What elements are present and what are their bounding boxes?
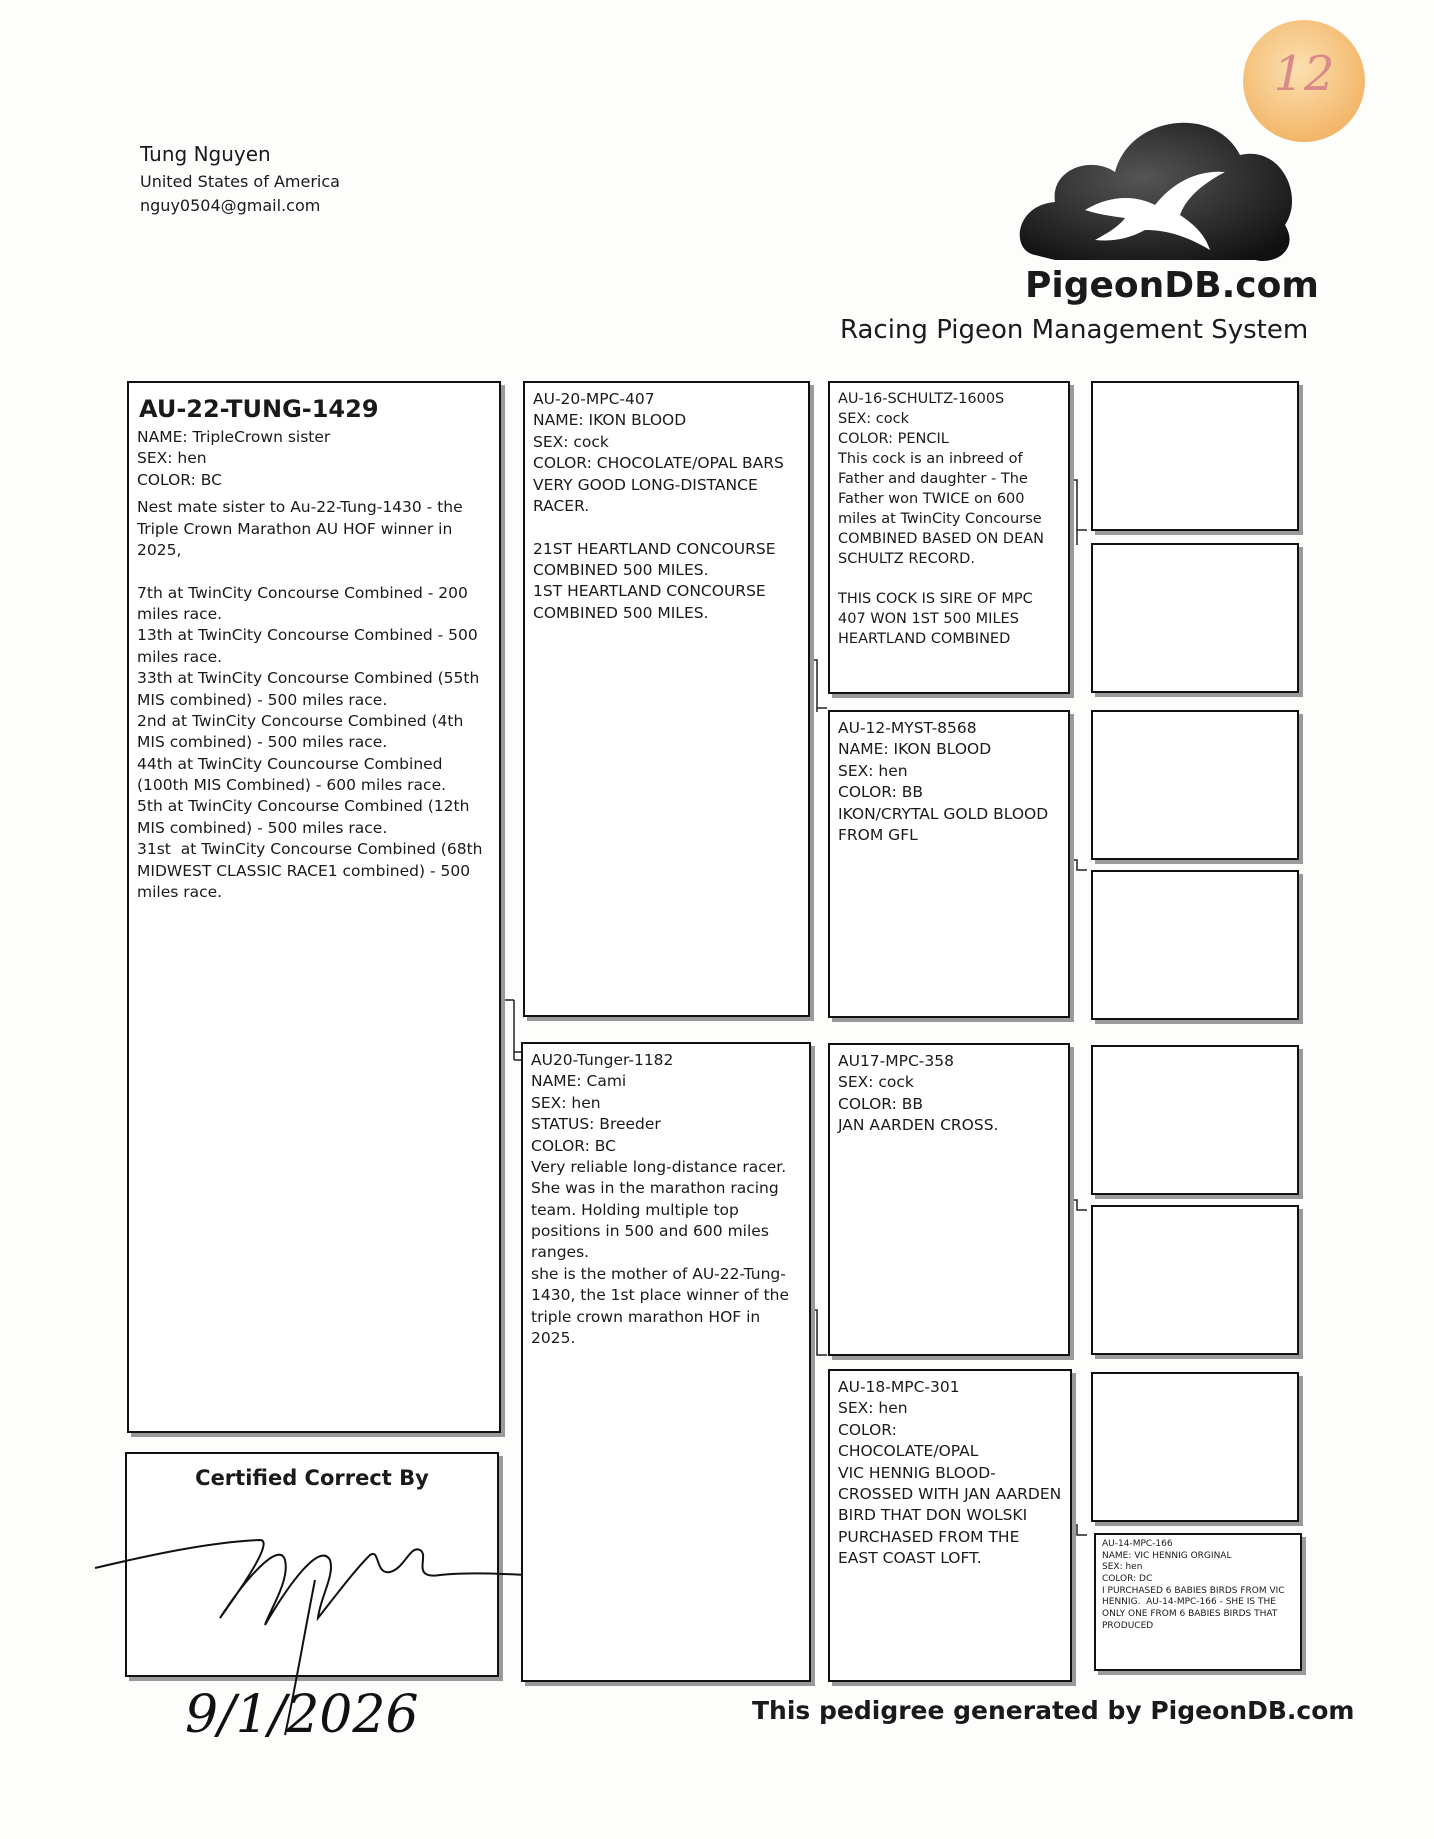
sire-card <box>523 381 810 1017</box>
granddam-sire-text: AU-12-MYST-8568 NAME: IKON BLOOD SEX: hen COLOR: BB IKON/CRYTAL GOLD BLOOD FROM GFL <box>838 719 1049 844</box>
great-grandparent-card-2 <box>1091 543 1299 693</box>
brand-tagline: Racing Pigeon Management System <box>840 315 1309 345</box>
granddam-dam-card <box>828 1369 1072 1682</box>
main-bird-band: AU-22-TUNG-1429 <box>139 395 379 423</box>
page-number-text: 12 <box>1273 46 1335 102</box>
owner-email: nguy0504@gmail.com <box>140 196 321 215</box>
brand-site: PigeonDB.com <box>1025 265 1319 306</box>
dam-card <box>521 1042 811 1682</box>
great-grandparent-card-5 <box>1091 1045 1299 1195</box>
grandsire-sire-text: AU-16-SCHULTZ-1600S SEX: cock COLOR: PENCIL This cock is an inbreed of Father and daughter - The Father won TWICE on 600 miles at TwinCity Concourse COMBINED BASED ON DEAN SCHULTZ RECORD. THIS COCK IS SIRE OF MPC 407 WON 1ST 500 MILES HEARTLAND COMBINED <box>838 391 1045 647</box>
great-grandparent-card-7 <box>1091 1372 1299 1522</box>
footer-generated-by: This pedigree generated by PigeonDB.com <box>752 1696 1355 1725</box>
owner-name: Tung Nguyen <box>140 142 271 166</box>
grandsire-dam-text: AU17-MPC-358 SEX: cock COLOR: BB JAN AARDEN CROSS. <box>838 1052 999 1135</box>
main-bird-card <box>127 381 501 1433</box>
main-bird-notes: Nest mate sister to Au-22-Tung-1430 - the Triple Crown Marathon AU HOF winner in 2025, 7th at TwinCity Concourse Combined - 200 miles race. 13th at TwinCity Concourse Combined - 500 miles race. 33th at TwinCity Concourse Combined (55th MIS combined) - 500 miles race. 2nd at TwinCity Concourse Combined (4th MIS combined) - 500 miles race. 44th at TwinCity Councourse Combined (100th MIS Combined) - 600 miles race. 5th at TwinCity Concourse Combined (12th MIS combined) - 500 miles race. 31st at TwinCity Concourse Combined (68th MIDWEST CLASSIC RACE1 combined) - 500 miles race. <box>137 498 483 901</box>
dam-text: AU20-Tunger-1182 NAME: Cami SEX: hen STATUS: Breeder COLOR: BC Very reliable long-distance racer. She was in the marathon racing team. Holding multiple top positions in 500 and 600 miles ranges. she is the mother of AU-22-Tung-1430, the 1st place winner of the triple crown marathon HOF in 2025. <box>531 1051 790 1347</box>
great-grandparent-8-text: AU-14-MPC-166 NAME: VIC HENNIG ORGINAL SEX: hen COLOR: DC I PURCHASED 6 BABIES BIRDS FROM VIC HENNIG. AU-14-MPC-166 - SHE IS THE ONLY ONE FROM 6 BABIES BIRDS THAT PRODUCED <box>1102 1539 1285 1631</box>
certification-date: 9/1/2026 <box>185 1685 419 1745</box>
main-bird-details: NAME: TripleCrown sister SEX: hen COLOR: BC <box>137 428 331 489</box>
grandsire-dam-card <box>828 1043 1070 1356</box>
granddam-sire-card <box>828 710 1070 1018</box>
granddam-dam-text: AU-18-MPC-301 SEX: hen COLOR: CHOCOLATE/OPAL VIC HENNIG BLOOD-CROSSED WITH JAN AARDEN BIRD THAT DON WOLSKI PURCHASED FROM THE EAST COAST LOFT. <box>838 1378 1062 1567</box>
great-grandparent-card-3 <box>1091 710 1299 860</box>
owner-country: United States of America <box>140 172 340 191</box>
great-grandparent-card-6 <box>1091 1205 1299 1355</box>
sire-text: AU-20-MPC-407 NAME: IKON BLOOD SEX: cock COLOR: CHOCOLATE/OPAL BARS VERY GOOD LONG-DISTANCE RACER. 21ST HEARTLAND CONCOURSE COMBINED 500 MILES. 1ST HEARTLAND CONCOURSE COMBINED 500 MILES. <box>533 390 784 622</box>
great-grandparent-card-4 <box>1091 870 1299 1020</box>
grandsire-sire-card <box>828 381 1070 694</box>
great-grandparent-card-8 <box>1094 1533 1302 1671</box>
great-grandparent-card-1 <box>1091 381 1299 531</box>
certification-title: Certified Correct By <box>195 1466 429 1490</box>
